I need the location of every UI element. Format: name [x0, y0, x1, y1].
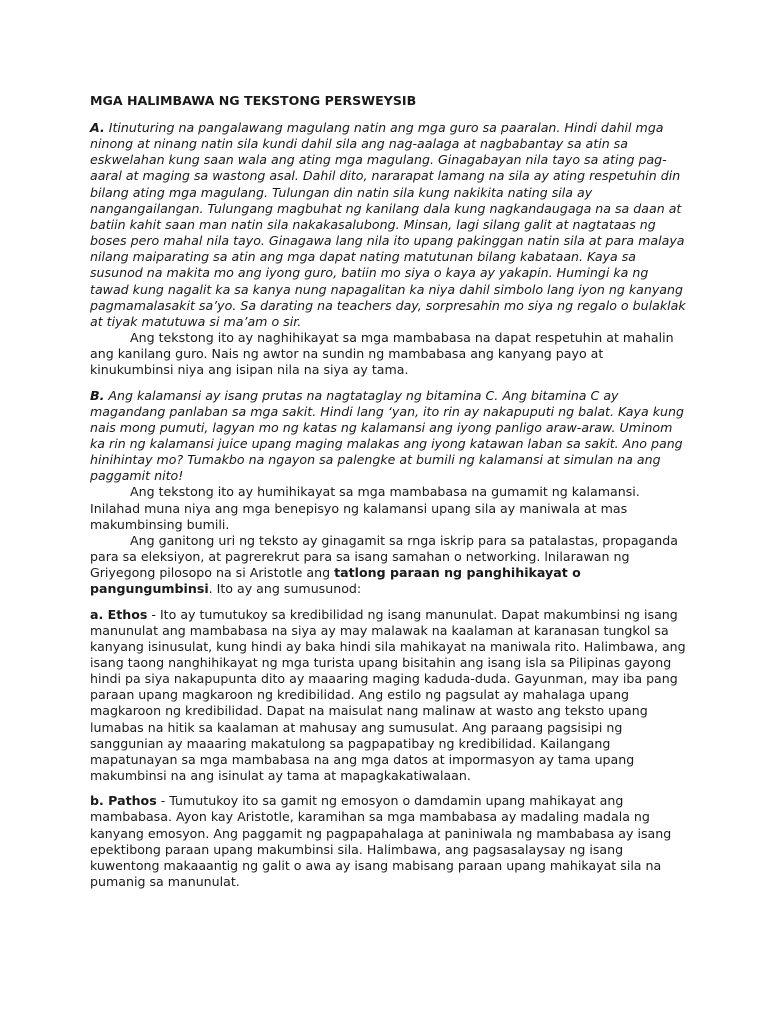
pathos-text: - Tumutukoy ito sa gamit ng emosyon o damdamin upang mahikayat ang mambabasa. Ayon kay Aristotle, karamihan sa mga mambabasa ay madaling madala ng kanyang emosyon. Ang paggamit ng pagpapahalaga at paniniwala ng mambabasa ay isang epektibong paraan upang makumbinsi sila. Halimbawa, ang pagsasalaysay ng isang kuwentong makaaantig ng galit o awa ay isang mabisang paraan upang mahikayat sila na pumanig sa manunulat. — [90, 793, 672, 890]
example-b-label: B. — [90, 387, 105, 403]
intro-text-before: Ang ganitong uri ng teksto ay ginagamit sa rnga iskrip para sa patalastas, propaganda para sa eleksiyon, at pagrerekrut para sa isang samahan o networking. lnilarawan ng Griyegong pilosopo na si Aristotle ang — [90, 532, 678, 581]
document-title: MGA HALIMBAWA NG TEKSTONG PERSWEYSIB — [90, 93, 417, 108]
intro-text-after: . Ito ay ang sumusunod: — [208, 581, 362, 597]
pathos-label: b. Pathos — [90, 793, 157, 809]
document-body — [90, 93, 690, 890]
intro-bold-text: tatlong paraan ng panghihikayat o pangungumbinsi — [90, 565, 581, 597]
ethos-label: a. Ethos — [90, 606, 148, 622]
ethos-paragraph — [90, 607, 690, 785]
example-b-paragraph — [90, 388, 690, 485]
intro-paragraph — [90, 533, 690, 598]
example-b-text: Ang kalamansi ay isang prutas na nagtataglay ng bitamina C. Ang bitamina C ay magandang panlaban sa mga sakit. Hindi lang ‘yan, ito rin ay nakapuputi ng balat. Kaya kung nais mong pumuti, lagyan mo ng katas ng kalamansi ang iyong panligo araw-araw. Uminom ka rin ng kalamansi juice upang maging malakas ang iyong katawan laban sa sakit. Ano pang hinihintay mo? Tumakbo na ngayon sa palengke at bumili ng kalamansi at simulan na ang paggamit nito! — [90, 387, 684, 484]
example-a-label: A. — [90, 120, 105, 135]
pathos-paragraph — [90, 793, 690, 890]
example-a-comment: Ang tekstong ito ay naghihikayat sa mga mambabasa na dapat respetuhin at mahalin ang kanilang guro. Nais ng awtor na sundin ng mambabasa ang kanyang payo at kinukumbinsi niya ang isipan nila na siya ay tama. — [90, 330, 674, 378]
ethos-text: - Ito ay tumutukoy sa kredibilidad ng isang manunulat. Dapat makumbinsi ng isang manunulat ang mambabasa na siya ay may malawak na kaalaman at karanasan tungkol sa kanyang isinusulat, kung hindi ay baka hindi sila mahikayat na maniwala rito. Halimbawa, ang isang taong nanghihikayat ng mga turista upang bisitahin ang isang isla sa Pilipinas gayong hindi pa siya nakapupunta dito ay maaaring maging kaduda-duda. Gayunman, may iba pang paraan upang magkaroon ng kredibilidad. Ang estilo ng pagsulat ay mahalaga upang magkaroon ng kredibilidad. Dapat na maisulat nang malinaw at wasto ang teksto upang lumabas na hitik sa kaalaman at mahusay ang sumusulat. Ang paraang pagsisipi ng sanggunian ay maaaring makatulong sa pagpapatibay ng kredibilidad. Kailangang mapatunayan sa mga mambabasa na ang mga datos at impormasyon ay tama upang makumbinsi na ang isinulat ay tama at mapagkakatiwalaan. — [90, 606, 686, 784]
example-b-comment: Ang tekstong ito ay humihikayat sa mga mambabasa na gumamit ng kalamansi. Inilahad muna niya ang mga benepisyo ng kalamansi upang sila ay maniwala at mas makumbinsing bumili. — [90, 484, 640, 532]
example-a-text: Itinuturing na pangalawang magulang natin ang mga guro sa paaralan. Hindi dahil mga ninong at ninang natin sila kundi dahil sila ang nag-aalaga at nagbabantay sa atin sa eskwelahan kung saan wala ang ating mga magulang. Ginagabayan nila tayo sa ating pag-aaral at maging sa wastong asal. Dahil dito, nararapat lamang na sila ay ating respetuhin din bilang ating mga magulang. Tulungan din natin sila kung nakikita nating sila ay nangangailangan. Tulungang magbuhat ng kanilang dala kung nagkandaugaga na sa daan at batiin kahit saan man natin sila nakakasalubong. Minsan, lagi silang galit at nagtataas ng boses pero mahal nila tayo. Ginagawa lang nila ito upang pakinggan natin sila at para malaya nilang maiparating sa atin ang mga dapat nating matutunan bilang kabataan. Kaya sa susunod na makita mo ang iyong guro, batiin mo siya o kaya ay yakapin. Humingi ka ng tawad kung nagalit ka sa kanya nung napagalitan ka niya dahil simbolo lang iyon ng kanyang pagmamalasakit sa’yo. Sa darating na teachers day, sorpresahin mo siya ng regalo o bulaklak at tiyak matutuwa si ma’am o sir. — [90, 120, 686, 329]
example-a-paragraph — [90, 120, 690, 330]
